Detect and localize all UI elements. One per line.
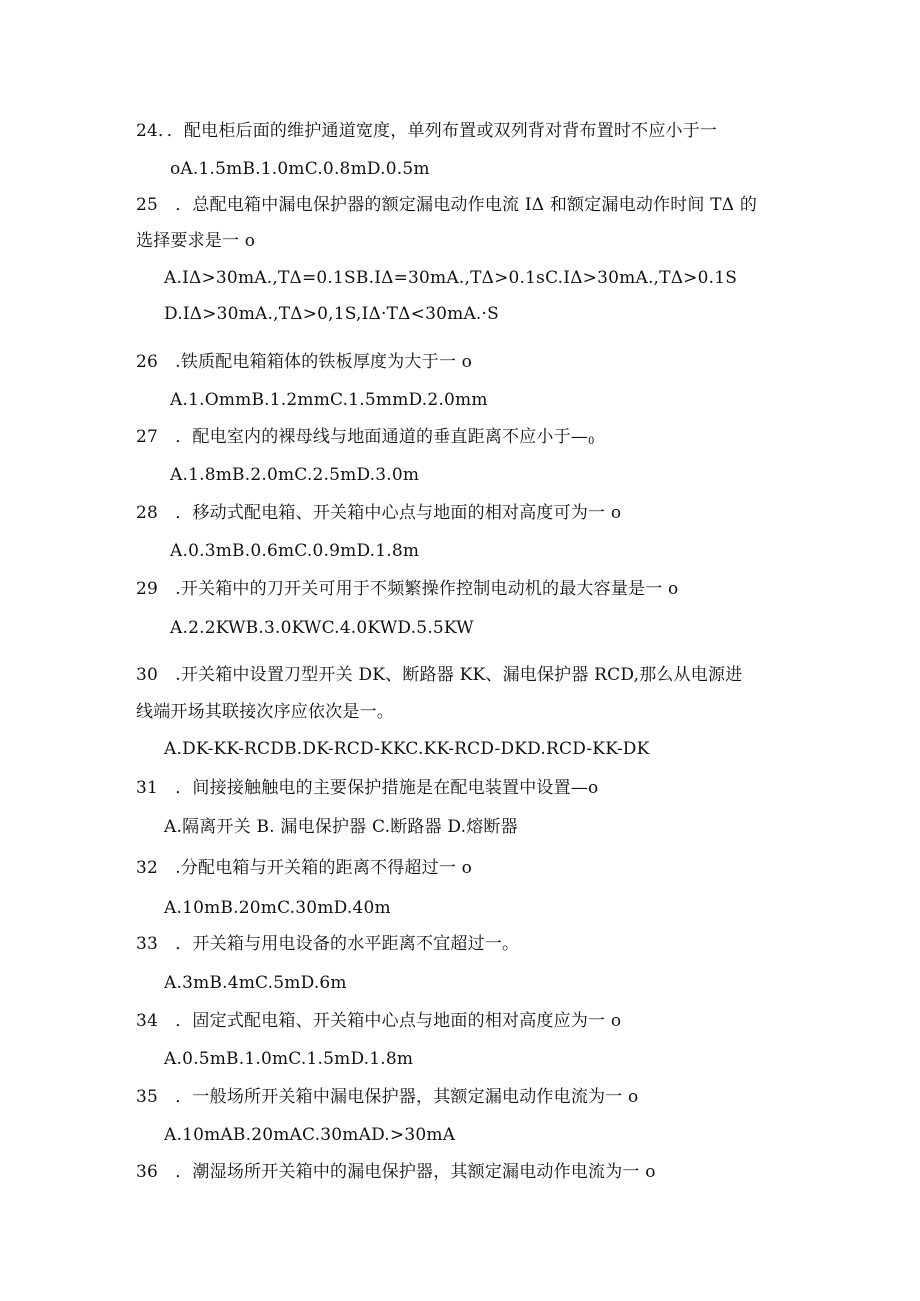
options-27: A.1.8mB.2.0mC.2.5mD.3.0m: [170, 465, 420, 485]
question-28: 28 ．移动式配电箱、开关箱中心点与地面的相对高度可为一 o: [136, 503, 622, 523]
question-34: 34 ．固定式配电箱、开关箱中心点与地面的相对高度应为一 o: [136, 1011, 622, 1031]
options-29: A.2.2KWB.3.0KWC.4.0KWD.5.5KW: [170, 618, 474, 638]
question-25-cont: 选择要求是一 o: [136, 231, 256, 251]
question-27-subscript: 0: [588, 436, 595, 447]
question-27-text: 27 ．配电室内的裸母线与地面通道的垂直距离不应小于—: [136, 427, 589, 447]
question-24: 24．．配电柜后面的维护通道宽度，单列布置或双列背对背布置时不应小于一: [136, 121, 718, 141]
question-25: 25 ．总配电箱中漏电保护器的额定漏电动作电流 IΔ 和额定漏电动作时间 TΔ 的: [136, 195, 758, 215]
question-31: 31 ．间接接触触电的主要保护措施是在配电装置中设置—o: [136, 778, 599, 798]
question-29: 29 .开关箱中的刀开关可用于不频繁操作控制电动机的最大容量是一 o: [136, 579, 679, 599]
options-26: A.1.OmmB.1.2mmC.1.5mmD.2.0mm: [170, 390, 488, 410]
question-36: 36 ．潮湿场所开关箱中的漏电保护器，其额定漏电动作电流为一 o: [136, 1162, 656, 1182]
question-30-cont: 线端开场其联接次序应依次是一。: [136, 702, 394, 722]
question-32: 32 .分配电箱与开关箱的距离不得超过一 o: [136, 858, 473, 878]
options-34: A.0.5mB.1.0mC.1.5mD.1.8m: [164, 1049, 414, 1069]
options-31: A.隔离开关 B. 漏电保护器 C.断路器 D.熔断器: [164, 817, 518, 837]
options-30: A.DK-KK-RCDB.DK-RCD-KKC.KK-RCD-DKD.RCD-KK-DK: [164, 739, 650, 759]
question-35: 35 ．一般场所开关箱中漏电保护器，其额定漏电动作电流为一 o: [136, 1087, 639, 1107]
options-25-line-1: A.IΔ>30mA.,TΔ=0.1SB.IΔ=30mA.,TΔ>0.1sC.IΔ>30mA.,TΔ>0.1S: [164, 268, 738, 288]
question-30: 30 .开关箱中设置刀型开关 DK、断路器 KK、漏电保护器 RCD,那么从电源进: [136, 665, 743, 685]
options-32: A.10mB.20mC.30mD.40m: [164, 898, 391, 918]
options-24: oA.1.5mB.1.0mC.0.8mD.0.5m: [170, 159, 430, 179]
question-27: [136, 425, 595, 454]
question-33: 33 ．开关箱与用电设备的水平距离不宜超过一。: [136, 934, 520, 954]
options-33: A.3mB.4mC.5mD.6m: [164, 973, 347, 993]
options-28: A.0.3mB.0.6mC.0.9mD.1.8m: [170, 541, 420, 561]
question-26: 26 .铁质配电箱箱体的铁板厚度为大于一 o: [136, 352, 473, 372]
options-25-line-2: D.IΔ>30mA.,TΔ>0,1S,IΔ·TΔ<30mA.·S: [164, 304, 499, 324]
options-35: A.10mAB.20mAC.30mAD.>30mA: [164, 1125, 456, 1145]
